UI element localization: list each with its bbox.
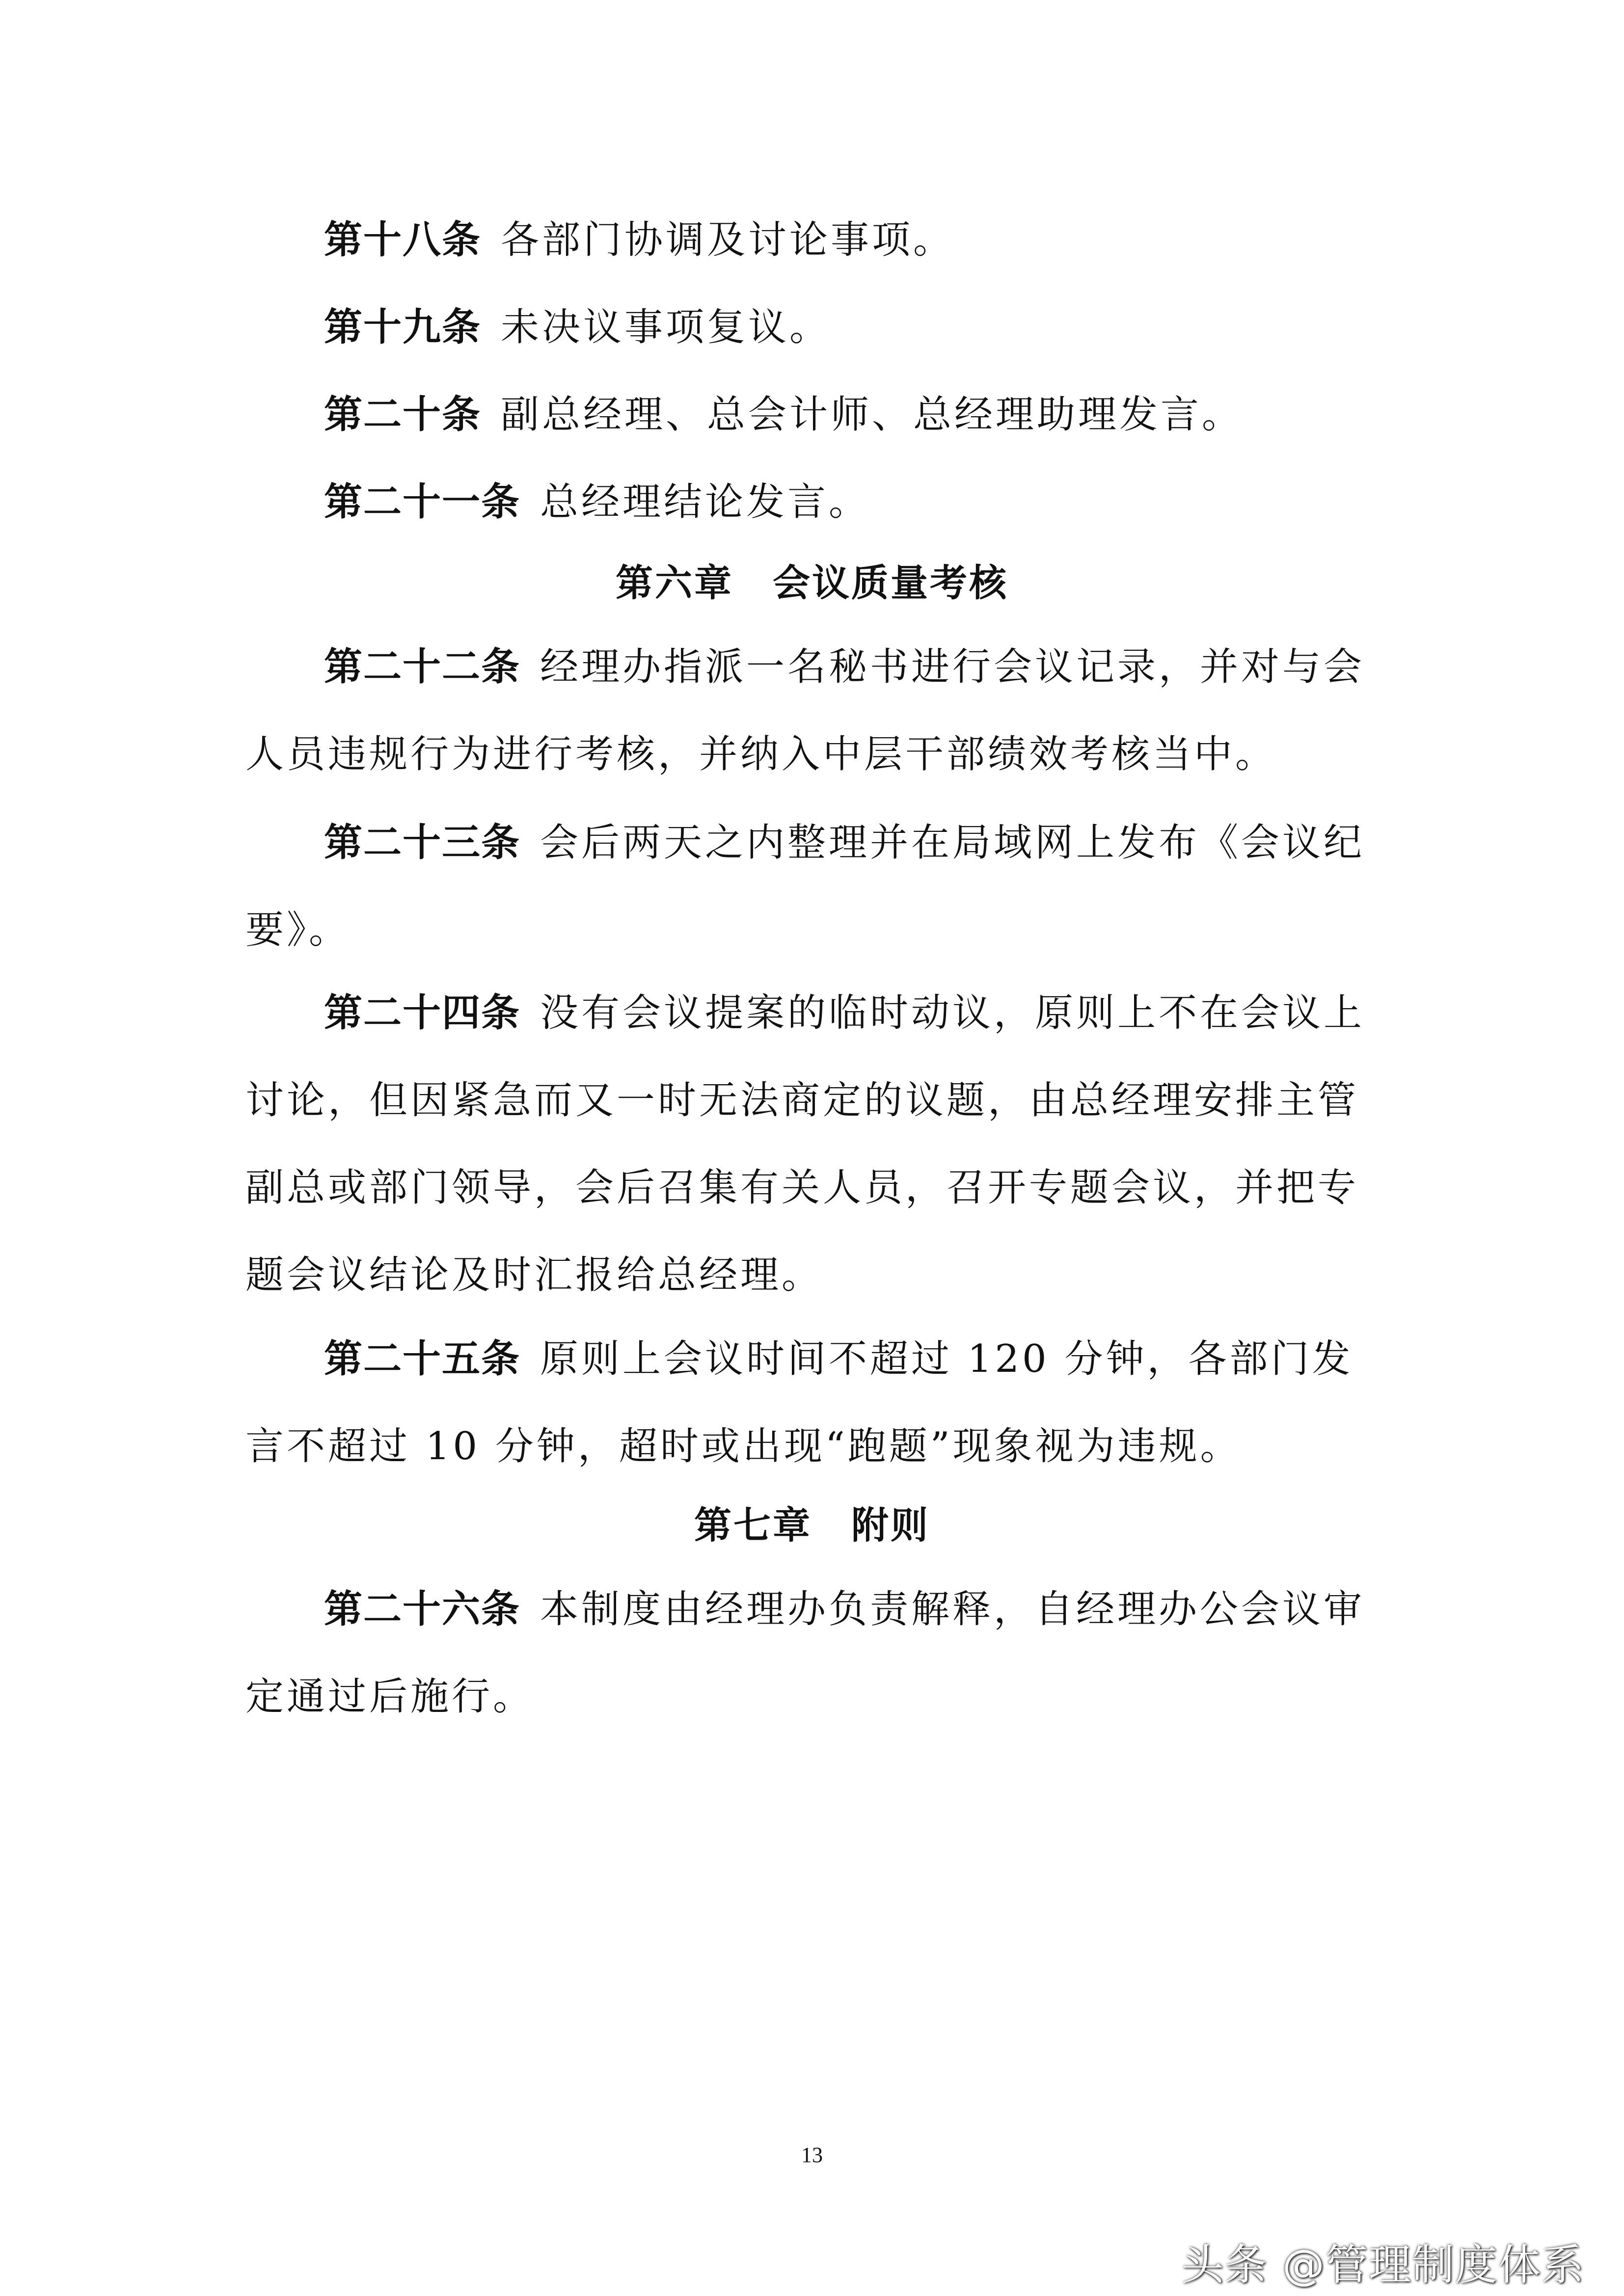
article-19: [245, 284, 1394, 371]
article-18: [245, 196, 1394, 284]
article-22: [245, 623, 1394, 798]
article-text: 本制度由经理办负责解释，自经理办公会议审定通过后施行。: [245, 1587, 1365, 1719]
article-text: 原则上会议时间不超过 120 分钟，各部门发言不超过 10 分钟，超时或出现“跑题”现象视为违规。: [245, 1337, 1353, 1468]
article-number: 第二十三条: [324, 821, 521, 865]
chapter-number: 第六章: [616, 561, 733, 605]
chapter-heading-6: [0, 559, 1624, 608]
article-number: 第二十四条: [324, 991, 521, 1035]
article-25: [245, 1315, 1394, 1490]
chapter-title: 附则: [851, 1503, 930, 1547]
page-number: 13: [801, 2143, 823, 2167]
article-text: 经理办指派一名秘书进行会议记录，并对与会人员违规行为进行考核，并纳入中层干部绩效考核当中。: [245, 645, 1365, 776]
article-text: 副总经理、总会计师、总经理助理发言。: [501, 393, 1244, 437]
article-24: [245, 969, 1394, 1319]
article-26: [245, 1566, 1394, 1740]
article-number: 第二十一条: [324, 480, 521, 524]
article-23: [245, 799, 1394, 974]
article-text: 会后两天之内整理并在局域网上发布《会议纪要》。: [245, 821, 1365, 952]
article-text: 没有会议提案的临时动议，原则上不在会议上讨论，但因紧急而又一时无法商定的议题，由总经理安排主管副总或部门领导，会后召集有关人员，召开专题会议，并把专题会议结论及时汇报给总经理。: [245, 991, 1365, 1297]
article-number: 第十八条: [324, 218, 482, 262]
article-20: [245, 371, 1394, 458]
article-number: 第十九条: [324, 305, 482, 349]
chapter-title: 会议质量考核: [773, 561, 1008, 605]
article-21: [245, 458, 1394, 546]
watermark: 头条 @管理制度体系: [1181, 2241, 1585, 2290]
article-number: 第二十二条: [324, 645, 521, 689]
chapter-heading-7: [0, 1501, 1624, 1550]
article-number: 第二十六条: [324, 1587, 521, 1631]
article-text: 各部门协调及讨论事项。: [501, 218, 955, 262]
article-number: 第二十五条: [324, 1337, 521, 1381]
article-text: 总经理结论发言。: [540, 480, 870, 524]
article-text: 未决议事项复议。: [501, 305, 831, 349]
chapter-number: 第七章: [694, 1503, 812, 1547]
article-number: 第二十条: [324, 393, 482, 437]
